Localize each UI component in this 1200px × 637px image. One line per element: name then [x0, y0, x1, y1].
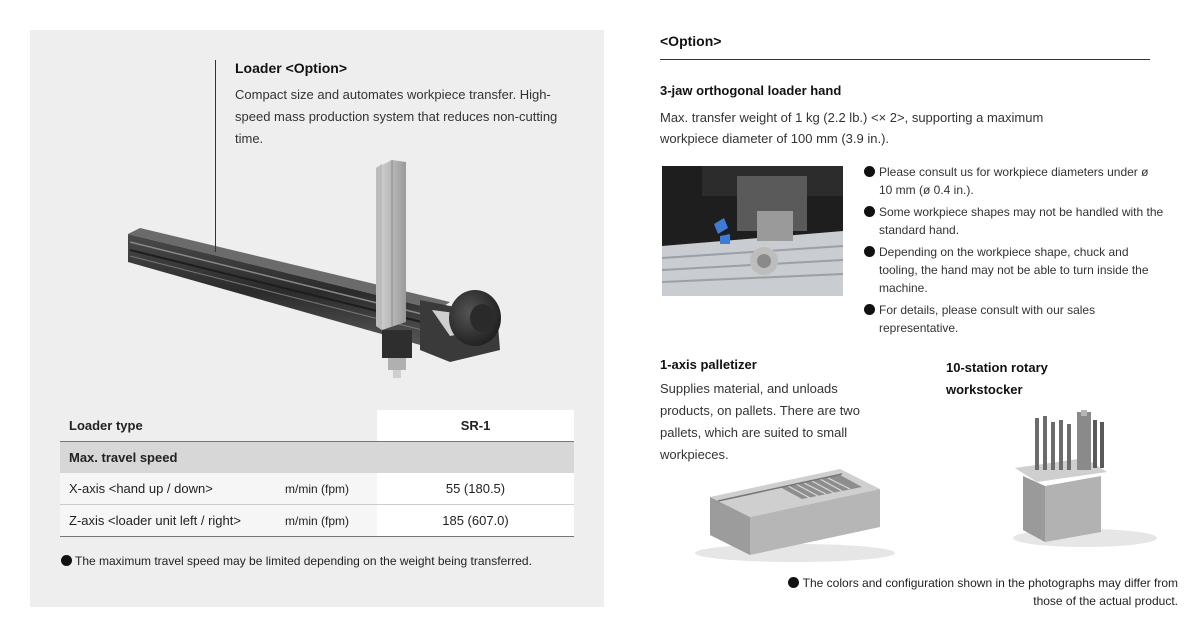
spec-table [60, 410, 574, 537]
bullet-icon [864, 166, 875, 177]
bullet-icon [864, 246, 875, 257]
hand-notes [864, 163, 1164, 341]
bullet-icon [864, 206, 875, 217]
callout-line [215, 60, 216, 252]
note-text: For details, please consult with our sales representative. [879, 303, 1096, 335]
loader-description: Compact size and automates workpiece transfer. High-speed mass production system that reduces non-cutting time. [235, 87, 558, 146]
bullet-icon [61, 555, 72, 566]
divider [660, 59, 1150, 60]
table-header-row [60, 410, 574, 442]
header-loader-type: Loader type [60, 410, 377, 442]
list-item [864, 243, 1164, 297]
hand-description: Max. transfer weight of 1 kg (2.2 lb.) <× 2>, supporting a maximum workpiece diameter of 100 mm (3.9 in.). [660, 110, 1044, 146]
row-value: 55 (180.5) [377, 473, 574, 505]
row-label: X-axis <hand up / down> [60, 473, 285, 505]
photo-note [760, 574, 1178, 610]
list-item [864, 203, 1164, 239]
palletizer-illustration [690, 455, 900, 565]
row-label: Z-axis <loader unit left / right> [60, 505, 285, 537]
section-max-travel-speed: Max. travel speed [60, 442, 574, 474]
table-row [60, 505, 574, 537]
photo-note-text: The colors and configuration shown in the photographs may differ from those of the actual product. [802, 576, 1178, 608]
loader-title: Loader <Option> [235, 60, 348, 76]
palletizer-description: Supplies material, and unloads products, on pallets. There are two pallets, which are suited to small workpieces. [660, 381, 860, 462]
bullet-icon [864, 304, 875, 315]
row-unit: m/min (fpm) [285, 505, 377, 537]
hand-title: 3-jaw orthogonal loader hand [660, 83, 842, 98]
workstocker-illustration [1005, 410, 1165, 550]
loader-illustration [120, 150, 520, 390]
note-text: Please consult us for workpiece diameters under ø 10 mm (ø 0.4 in.). [879, 165, 1149, 197]
palletizer-title: 1-axis palletizer [660, 357, 757, 372]
loader-hand-photo [662, 166, 843, 296]
list-item [864, 301, 1164, 337]
option-title: <Option> [660, 33, 722, 49]
note-text: Some workpiece shapes may not be handled with the standard hand. [879, 205, 1164, 237]
table-row [60, 473, 574, 505]
row-value: 185 (607.0) [377, 505, 574, 537]
note-text: Depending on the workpiece shape, chuck and tooling, the hand may not be able to turn inside the machine. [879, 245, 1149, 295]
bullet-icon [788, 577, 799, 588]
header-model: SR-1 [377, 410, 574, 442]
list-item [864, 163, 1164, 199]
speed-note-text: The maximum travel speed may be limited depending on the weight being transferred. [75, 554, 532, 568]
table-section-row [60, 442, 574, 474]
row-unit: m/min (fpm) [285, 473, 377, 505]
workstocker-title: 10-station rotary workstocker [946, 360, 1048, 397]
speed-note [61, 554, 532, 568]
